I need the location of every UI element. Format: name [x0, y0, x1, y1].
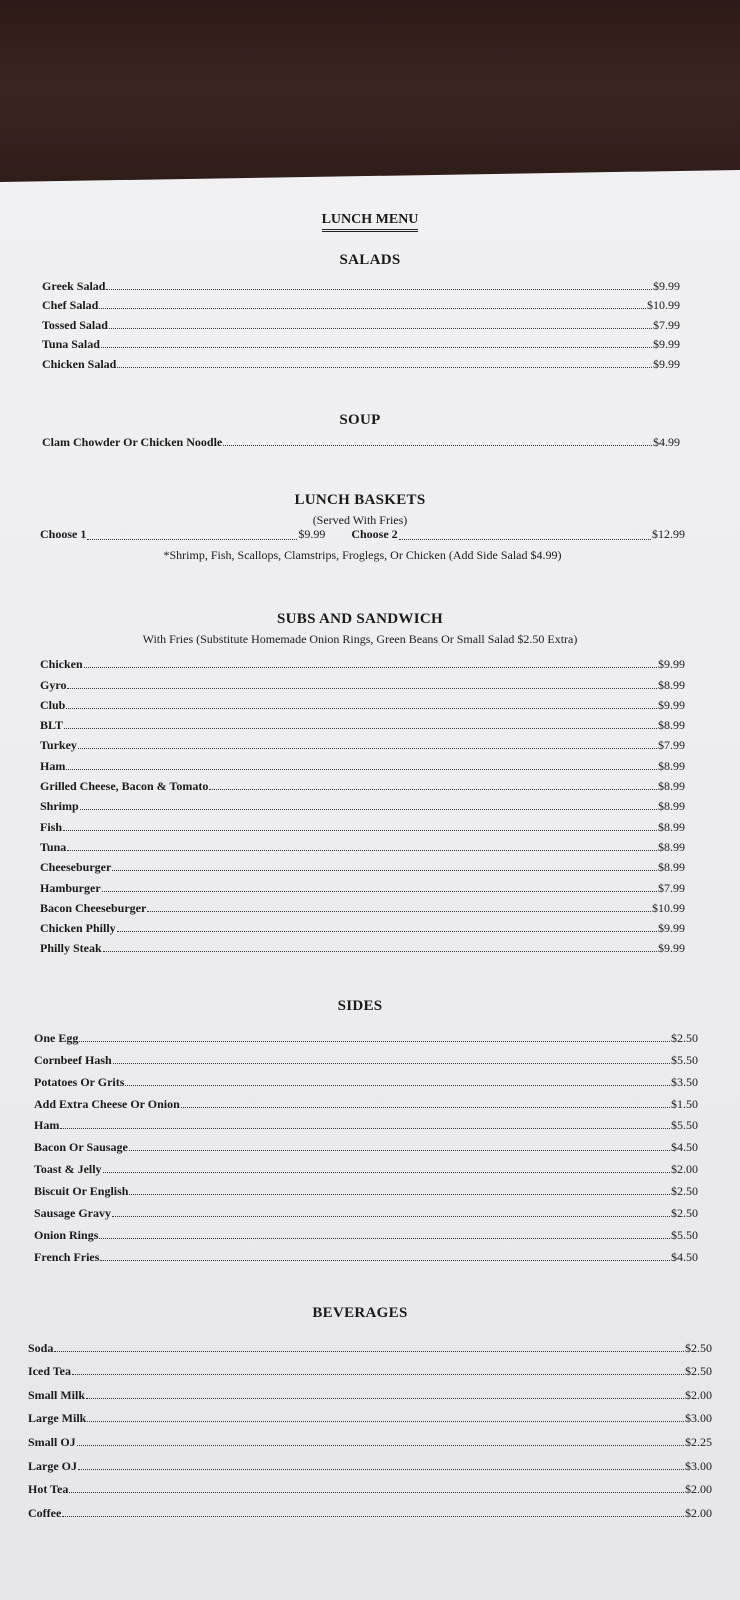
menu-item-name: French Fries — [34, 1249, 100, 1264]
leader-dots — [109, 327, 652, 329]
baskets-row — [40, 527, 685, 563]
menu-item-price: $2.50 — [671, 1206, 698, 1221]
leader-dots — [69, 1491, 684, 1493]
menu-item-price: $8.99 — [658, 677, 685, 692]
leader-dots — [209, 788, 657, 790]
menu-item-price: $1.50 — [671, 1096, 698, 1111]
leader-dots — [64, 727, 657, 729]
menu-item-row — [34, 1197, 698, 1219]
menu-item-price: $5.50 — [671, 1052, 698, 1067]
menu-item-price: $9.99 — [658, 657, 685, 672]
menu-item-name: Chicken — [40, 657, 83, 672]
menu-item-name: Ham — [40, 758, 66, 773]
leader-dots — [60, 1127, 670, 1129]
menu-item-row — [40, 650, 685, 670]
menu-item-row — [40, 873, 685, 893]
menu-item-row — [28, 1424, 712, 1448]
menu-item-row — [42, 331, 680, 351]
leader-dots — [102, 890, 657, 892]
menu-item-row — [34, 1175, 698, 1197]
menu-item-name: Add Extra Cheese Or Onion — [34, 1096, 180, 1111]
leader-dots — [129, 1149, 670, 1151]
menu-item-price: $5.50 — [671, 1118, 698, 1133]
menu-item-price: $8.99 — [658, 819, 685, 834]
menu-item-name: Onion Rings — [34, 1227, 99, 1242]
menu-item-price: $9.99 — [658, 697, 685, 712]
menu-item-row — [42, 350, 680, 370]
menu-item-row — [34, 1219, 698, 1241]
leader-dots — [67, 849, 657, 851]
subs-subtitle: With Fries (Substitute Homemade Onion Rings, Green Beans Or Small Salad $2.50 Extra) — [142, 632, 578, 646]
menu-item-row — [42, 430, 680, 448]
menu-item-price: $10.99 — [652, 900, 685, 915]
menu-item-price: $5.50 — [671, 1227, 698, 1242]
menu-item-row — [40, 792, 685, 812]
menu-item-row — [28, 1448, 712, 1472]
menu-item-name: Sausage Gravy — [34, 1206, 112, 1221]
menu-item-price: $2.00 — [685, 1505, 712, 1520]
leader-dots — [125, 1084, 670, 1086]
baskets-heading-wrap — [0, 492, 720, 528]
menu-item-row — [40, 934, 685, 954]
leader-dots — [100, 1259, 670, 1261]
menu-item-price: $2.25 — [685, 1434, 712, 1449]
menu-item-price: $2.50 — [671, 1030, 698, 1045]
beverages-list — [28, 1330, 712, 1519]
menu-item-name: Small Milk — [28, 1387, 86, 1402]
menu-item-row — [42, 311, 680, 331]
baskets-heading: LUNCH BASKETS — [294, 492, 426, 508]
menu-item-price: $8.99 — [658, 860, 685, 875]
menu-item-price: $2.50 — [685, 1364, 712, 1379]
leader-dots — [113, 1062, 670, 1064]
menu-item-name: Chicken Salad — [42, 356, 117, 371]
salads-heading-wrap — [0, 252, 740, 269]
menu-item-name: Tuna — [40, 839, 67, 854]
menu-item-row — [40, 731, 685, 751]
leader-dots — [79, 1040, 670, 1042]
menu-item-name: Gyro — [40, 677, 67, 692]
sides-heading-wrap — [0, 998, 720, 1015]
menu-item-price: $4.50 — [671, 1249, 698, 1264]
menu-item-price: $2.00 — [685, 1387, 712, 1402]
menu-item-name: Cornbeef Hash — [34, 1052, 112, 1067]
subs-heading: SUBS AND SANDWICH — [277, 611, 443, 627]
menu-item-price: $8.99 — [658, 779, 685, 794]
menu-item-name: Large Milk — [28, 1411, 87, 1426]
menu-item-price: $7.99 — [658, 738, 685, 753]
menu-item-name: BLT — [40, 718, 63, 733]
menu-item-price: $10.99 — [647, 298, 680, 312]
menu-item-price: $4.50 — [671, 1140, 698, 1155]
menu-item-name: Philly Steak — [40, 941, 102, 956]
subs-heading-wrap — [0, 611, 720, 647]
menu-item-row — [34, 1088, 698, 1110]
leader-dots — [101, 346, 652, 348]
leader-dots — [78, 747, 657, 749]
sides-list — [34, 1022, 698, 1263]
menu-item-price: $8.99 — [658, 839, 685, 854]
menu-item-name: Clam Chowder Or Chicken Noodle — [42, 435, 223, 449]
soup-heading-wrap — [0, 412, 720, 429]
menu-item-row — [28, 1377, 712, 1401]
menu-item-name: Bacon Or Sausage — [34, 1140, 128, 1155]
leader-dots — [77, 1444, 684, 1446]
menu-item-row — [40, 853, 685, 873]
salads-list — [42, 272, 680, 370]
menu-item-name: Soda — [28, 1340, 54, 1355]
menu-item-row — [34, 1022, 698, 1044]
menu-item-name: Biscuit Or English — [34, 1184, 129, 1199]
sides-heading: SIDES — [337, 998, 383, 1014]
choose1-dots — [87, 538, 297, 540]
menu-title-text: LUNCH MENU — [322, 212, 419, 232]
menu-item-row — [34, 1110, 698, 1132]
menu-item-price: $7.99 — [658, 880, 685, 895]
menu-item-row — [34, 1044, 698, 1066]
menu-item-name: Coffee — [28, 1505, 62, 1520]
leader-dots — [106, 288, 652, 290]
menu-item-price: $2.00 — [685, 1482, 712, 1497]
choose2-label: Choose 2 — [351, 527, 398, 541]
menu-item-row — [40, 691, 685, 711]
menu-item-row — [40, 914, 685, 934]
menu-item-price: $3.00 — [685, 1458, 712, 1473]
leader-dots — [99, 307, 646, 309]
menu-item-price: $4.99 — [653, 435, 680, 449]
baskets-note: *Shrimp, Fish, Scallops, Clamstrips, Froglegs, Or Chicken (Add Side Salad $4.99) — [163, 548, 562, 562]
choose1-price: $9.99 — [298, 527, 326, 541]
menu-item-name: Small OJ — [28, 1434, 76, 1449]
menu-item-row — [40, 833, 685, 853]
menu-item-row — [40, 894, 685, 914]
menu-item-row — [28, 1495, 712, 1519]
menu-item-row — [28, 1354, 712, 1378]
leader-dots — [86, 1397, 684, 1399]
leader-dots — [147, 910, 651, 912]
menu-item-name: Large OJ — [28, 1458, 77, 1473]
leader-dots — [80, 808, 657, 810]
menu-item-row — [34, 1131, 698, 1153]
choose2-price: $12.99 — [652, 527, 685, 541]
leader-dots — [117, 366, 652, 368]
leader-dots — [62, 1515, 684, 1517]
menu-item-row — [34, 1153, 698, 1175]
menu-item-price: $9.99 — [653, 337, 680, 351]
leader-dots — [112, 869, 657, 871]
beverages-heading: BEVERAGES — [312, 1305, 408, 1321]
menu-item-row — [42, 292, 680, 312]
menu-item-row — [40, 812, 685, 832]
leader-dots — [78, 1468, 684, 1470]
menu-item-name: Chicken Philly — [40, 921, 116, 936]
menu-item-name: Fish — [40, 819, 63, 834]
menu-item-price: $2.50 — [685, 1340, 712, 1355]
leader-dots — [129, 1193, 670, 1195]
soup-list — [42, 430, 680, 448]
menu-item-name: Hot Tea — [28, 1482, 69, 1497]
table-surface — [0, 0, 740, 200]
leader-dots — [66, 768, 657, 770]
salads-heading: SALADS — [339, 252, 401, 268]
menu-item-price: $3.00 — [685, 1411, 712, 1426]
menu-item-price: $8.99 — [658, 799, 685, 814]
beverages-heading-wrap — [0, 1305, 720, 1322]
menu-item-price: $9.99 — [653, 356, 680, 371]
menu-item-price: $9.99 — [658, 921, 685, 936]
leader-dots — [223, 444, 652, 446]
menu-item-name: Iced Tea — [28, 1364, 72, 1379]
leader-dots — [72, 1373, 684, 1375]
menu-item-price: $7.99 — [653, 317, 680, 332]
leader-dots — [181, 1106, 670, 1108]
menu-item-row — [40, 670, 685, 690]
menu-item-row — [40, 711, 685, 731]
menu-item-name: Chef Salad — [42, 298, 99, 312]
menu-item-price: $9.99 — [658, 941, 685, 956]
menu-item-row — [28, 1330, 712, 1354]
menu-item-name: Tuna Salad — [42, 337, 100, 351]
menu-item-price: $3.50 — [671, 1074, 698, 1089]
menu-item-name: Club — [40, 697, 66, 712]
menu-title — [0, 212, 740, 232]
menu-item-name: Greek Salad — [42, 278, 106, 293]
menu-item-name: Potatoes Or Grits — [34, 1074, 125, 1089]
menu-item-name: One Egg — [34, 1030, 79, 1045]
leader-dots — [112, 1215, 670, 1217]
menu-item-name: Grilled Cheese, Bacon & Tomato — [40, 779, 209, 794]
leader-dots — [103, 1171, 670, 1173]
menu-item-price: $8.99 — [658, 718, 685, 733]
subs-list — [40, 650, 685, 954]
menu-item-name: Ham — [34, 1118, 60, 1133]
menu-item-row — [28, 1401, 712, 1425]
menu-item-row — [28, 1472, 712, 1496]
leader-dots — [66, 707, 657, 709]
baskets-subtitle: (Served With Fries) — [312, 513, 408, 527]
leader-dots — [117, 930, 657, 932]
menu-item-row — [34, 1241, 698, 1263]
menu-item-price: $9.99 — [653, 278, 680, 293]
choose1-label: Choose 1 — [40, 527, 87, 541]
menu-item-name: Hamburger — [40, 880, 101, 895]
leader-dots — [84, 666, 657, 668]
menu-item-row — [40, 772, 685, 792]
leader-dots — [67, 687, 657, 689]
menu-item-price: $2.00 — [671, 1162, 698, 1177]
leader-dots — [99, 1237, 670, 1239]
menu-item-price: $2.50 — [671, 1184, 698, 1199]
menu-item-name: Shrimp — [40, 799, 79, 814]
menu-item-name: Bacon Cheeseburger — [40, 900, 147, 915]
menu-item-name: Toast & Jelly — [34, 1162, 102, 1177]
leader-dots — [63, 829, 657, 831]
menu-item-row — [40, 751, 685, 771]
leader-dots — [87, 1420, 684, 1422]
choose2-dots — [399, 538, 651, 540]
menu-item-row — [34, 1066, 698, 1088]
menu-item-name: Cheeseburger — [40, 860, 112, 875]
menu-item-name: Tossed Salad — [42, 317, 108, 332]
soup-heading: SOUP — [339, 412, 381, 428]
menu-item-price: $8.99 — [658, 758, 685, 773]
leader-dots — [103, 950, 657, 952]
menu-item-row — [42, 272, 680, 292]
menu-item-name: Turkey — [40, 738, 77, 753]
leader-dots — [54, 1350, 684, 1352]
